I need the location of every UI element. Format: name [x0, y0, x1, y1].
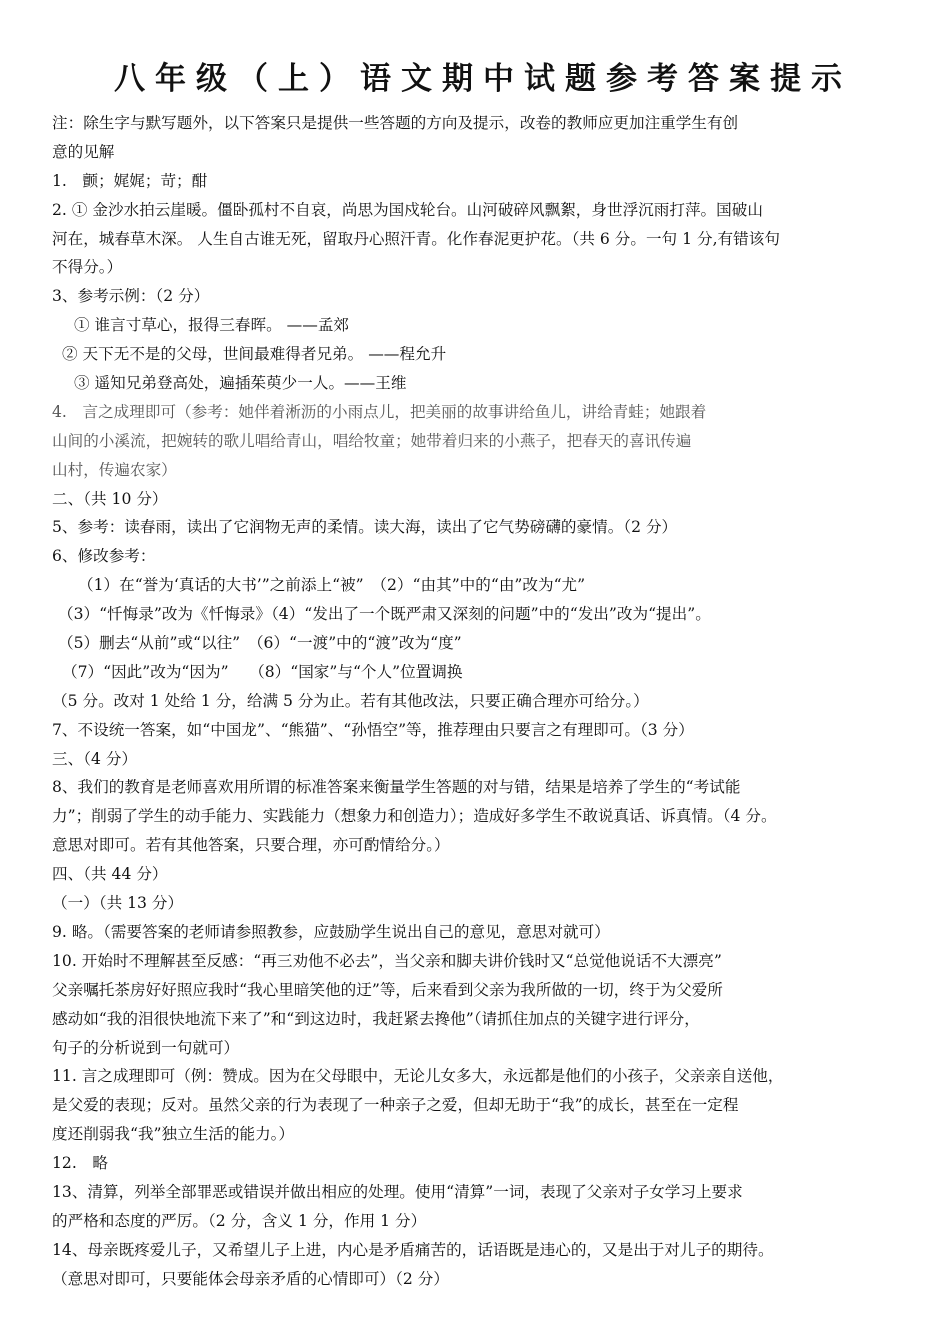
answer-13: 的严格和态度的严厉。（2 分，含义 1 分，作用 1 分） — [52, 1211, 427, 1230]
answer-3-example: ① 谁言寸草心，报得三春晖。 ——孟郊 — [74, 316, 350, 335]
answer-14: （意思对即可，只要能体会母亲矛盾的心情即可）（2 分） — [52, 1269, 449, 1288]
section-heading: 四、（共 44 分） — [52, 865, 168, 884]
note-line: 注：除生字与默写题外，以下答案只是提供一些答题的方向及提示，改卷的教师应更加注重学生有创 — [52, 114, 739, 132]
answer-12: 12. 略 — [52, 1154, 108, 1173]
document-title: 八年级（上）语文期中试题参考答案提示 — [114, 61, 852, 97]
answer-8: 8、我们的教育是老师喜欢用所谓的标准答案来衡量学生答题的对与错，结果是培养了学生的“考试能 — [52, 778, 741, 797]
answer-3-example: ③ 遥知兄弟登高处，遍插茱萸少一人。——王维 — [74, 374, 407, 393]
note-line: 意的见解 — [52, 142, 115, 161]
answer-4: 4. 言之成理即可（参考：她伴着淅沥的小雨点儿，把美丽的故事讲给鱼儿，讲给青蛙；她跟着 — [52, 402, 707, 421]
answer-13: 13、清算，列举全部罪恶或错误并做出相应的处理。使用“清算”一词，表现了父亲对子女学习上要求 — [52, 1182, 743, 1201]
answer-6-item: （1）在“誉为‘真话的大书’”之前添上“被” （2）“由其”中的“由”改为“尤” — [78, 576, 586, 595]
answer-9: 9. 略。（需要答案的老师请参照教参，应鼓励学生说出自己的意见，意思对就可） — [52, 922, 610, 941]
answer-10: 感动如“我的泪很快地流下来了”和“到这边时，我赶紧去搀他”（请抓住加点的关键字进行评分， — [52, 1009, 700, 1028]
answer-3-example: ② 天下无不是的父母，世间最难得者兄弟。 ——程允升 — [62, 345, 447, 364]
answer-10: 父亲嘱托茶房好好照应我时“我心里暗笑他的迂”等，后来看到父亲为我所做的一切，终于为父爱所 — [52, 980, 723, 999]
answer-1: 1. 颤；娓娓；苛；酣 — [52, 171, 208, 190]
answer-8: 力”；削弱了学生的动手能力、实践能力（想象力和创造力）；造成好多学生不敢说真话、诉真情。（4 分。 — [52, 807, 777, 826]
answer-4: 山村，传遍农家） — [52, 460, 177, 479]
answer-sheet-page — [52, 58, 914, 1294]
answer-11: 是父爱的表现；反对。虽然父亲的行为表现了一种亲子之爱，但却无助于“我”的成长，甚至在一定程 — [52, 1096, 739, 1115]
answer-3: 3、参考示例：（2 分） — [52, 287, 210, 306]
answer-5: 5、参考：读春雨，读出了它润物无声的柔情。读大海，读出了它气势磅礴的豪情。（2 分） — [52, 518, 678, 537]
answer-6-item: （3）“忏悔录”改为《忏悔录》（4）“发出了一个既严肃又深刻的问题”中的“发出”改为“提出”。 — [58, 605, 711, 624]
answer-14: 14、母亲既疼爱儿子，又希望儿子上进，内心是矛盾痛苦的，话语既是违心的，又是出于对儿子的期待。 — [52, 1240, 774, 1259]
answer-2: 河在，城春草木深。 人生自古谁无死，留取丹心照汗青。化作春泥更护花。（共 6 分。一句 1 分,有错该句 — [52, 229, 780, 248]
answer-8: 意思对即可。若有其他答案，只要合理，亦可酌情给分。） — [52, 836, 450, 855]
answer-2: 2. ① 金沙水拍云崖暖。僵卧孤村不自哀，尚思为国戍轮台。山河破碎风飘絮，身世浮沉雨打萍。国破山 — [52, 200, 763, 219]
answer-11: 度还削弱我“我”独立生活的能力。） — [52, 1125, 295, 1144]
answer-2: 不得分。） — [52, 258, 123, 277]
answer-10: 句子的分析说到一句就可） — [52, 1038, 240, 1057]
answer-6: 6、修改参考： — [52, 547, 156, 566]
answer-6-scoring: （5 分。改对 1 处给 1 分，给满 5 分为止。若有其他改法，只要正确合理亦可给分。） — [52, 691, 649, 710]
answer-4: 山间的小溪流，把婉转的歌儿唱给青山，唱给牧童；她带着归来的小燕子，把春天的喜讯传遍 — [52, 431, 692, 450]
answer-6-item: （5）删去“从前”或“以往” （6）“一渡”中的“渡”改为“度” — [58, 634, 462, 653]
section-heading: 三、（4 分） — [52, 749, 138, 768]
answer-11: 11. 言之成理即可（例：赞成。因为在父母眼中，无论儿女多大，永远都是他们的小孩子，父亲亲自送他， — [52, 1067, 784, 1086]
subsection-heading: （一）（共 13 分） — [52, 894, 184, 913]
section-heading: 二、（共 10 分） — [52, 489, 168, 508]
answer-10: 10. 开始时不理解甚至反感：“再三劝他不必去”，当父亲和脚夫讲价钱时又“总觉他说话不大漂亮” — [52, 951, 722, 970]
answer-7: 7、不设统一答案，如“中国龙”、“熊猫”、“孙悟空”等，推荐理由只要言之有理即可。（3 分） — [52, 720, 694, 739]
answer-6-item: （7）“因此”改为“因为” （8）“国家”与“个人”位置调换 — [62, 662, 463, 681]
